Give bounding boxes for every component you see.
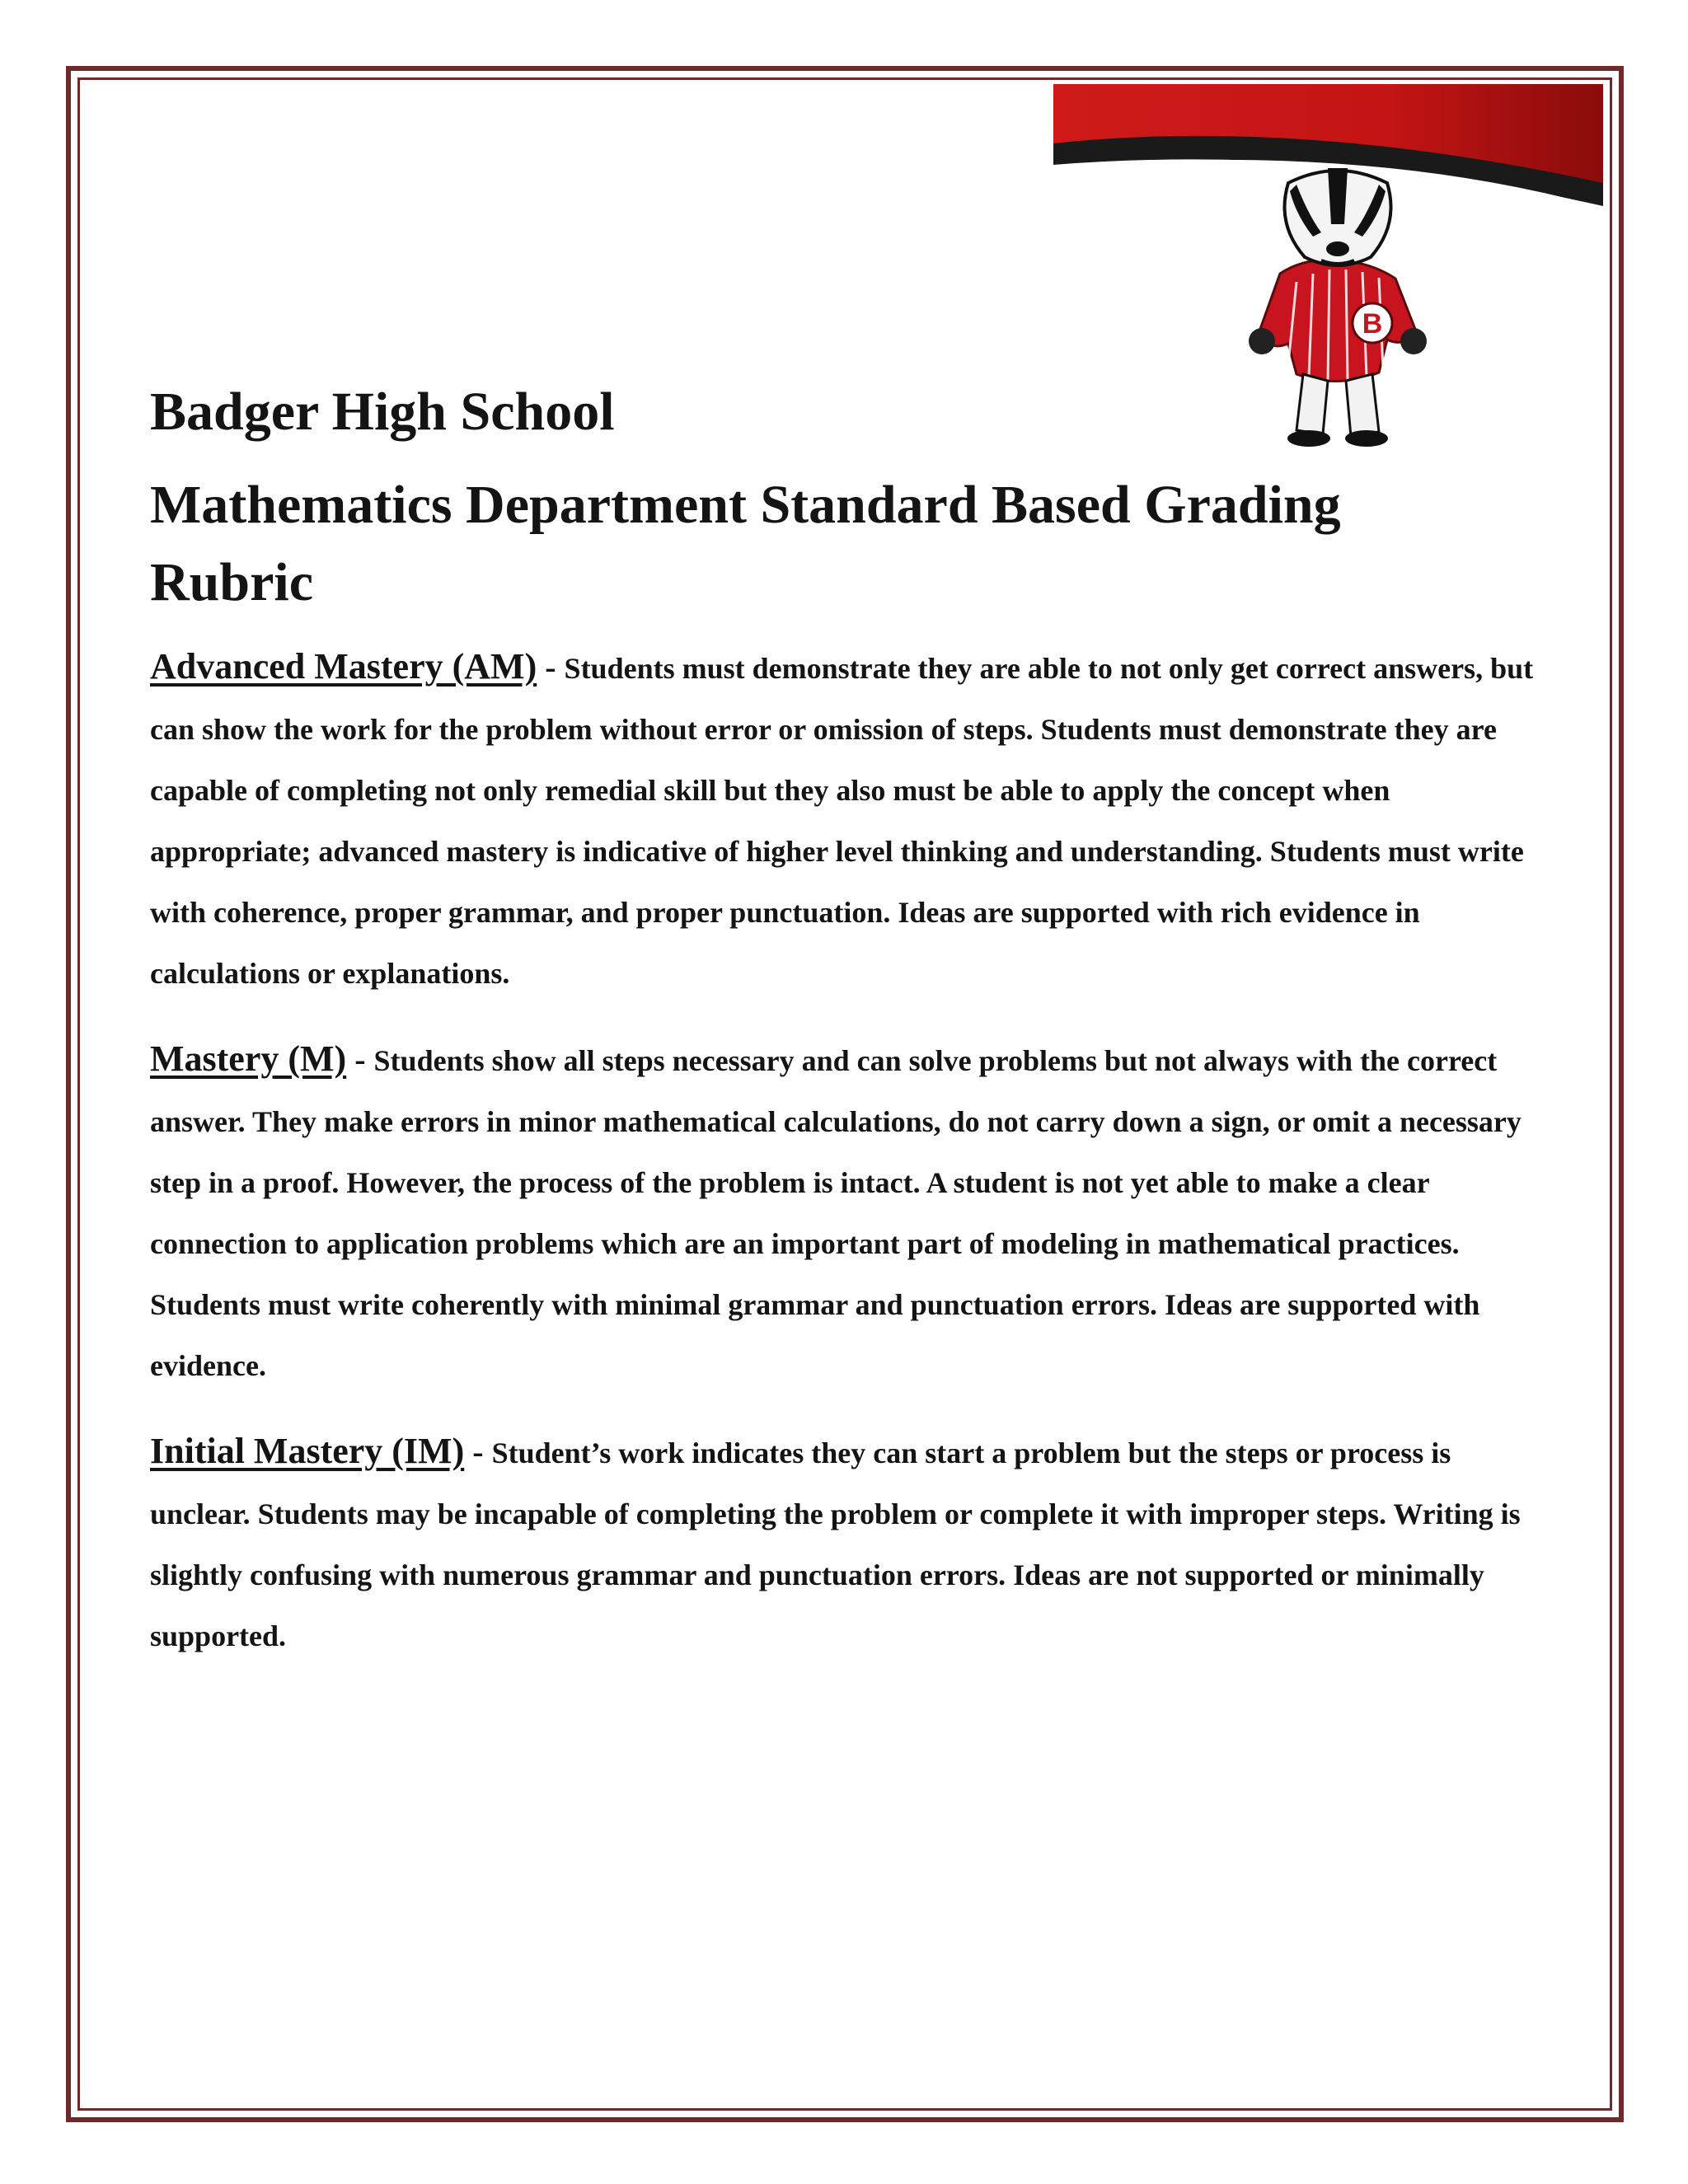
svg-text:B: B <box>1362 308 1383 340</box>
rubric-level-initial-mastery <box>150 1421 1543 1666</box>
level-name: Initial Mastery (IM) <box>150 1431 465 1471</box>
level-description: Students must demonstrate they are able to not only get correct answers, but can show the work for the problem without error or omission of steps. Students must demonstrate they are capable of completing not only remedial skill but they also must be able to apply the concept when appropriate; advanced mastery is indicative of higher level thinking and understanding. Students must write with coherence, proper grammar, and proper punctuation. Ideas are supported with rich evidence in calculations or explanations. <box>150 652 1534 990</box>
document-title: Mathematics Department Standard Based Grading Rubric <box>150 475 1341 612</box>
level-name: Advanced Mastery (AM) <box>150 646 537 687</box>
rubric-level-advanced-mastery <box>150 636 1543 1004</box>
document-body <box>150 379 1543 1691</box>
level-description: Student’s work indicates they can start a problem but the steps or process is unclear. Students may be incapable of completing the problem or complete it with improper steps. Writing is slightly confusing with numerous grammar and punctuation errors. Ideas are not supported or minimally supported. <box>150 1436 1521 1652</box>
rubric-level-mastery <box>150 1029 1543 1396</box>
level-description: Students show all steps necessary and can solve problems but not always with the correct answer. They make errors in minor mathematical calculations, do not carry down a sign, or omit a necessary step in a proof. However, the process of the problem is intact. A student is not yet able to make a clear connection to application problems which are an important part of modeling in mathematical practices. Students must write coherently with minimal grammar and punctuation errors. Ideas are supported with evidence. <box>150 1044 1522 1382</box>
level-name: Mastery (M) <box>150 1038 347 1079</box>
level-separator: - <box>464 1433 492 1470</box>
level-separator: - <box>537 649 565 686</box>
level-separator: - <box>346 1041 374 1078</box>
school-name: Badger High School <box>150 382 615 442</box>
